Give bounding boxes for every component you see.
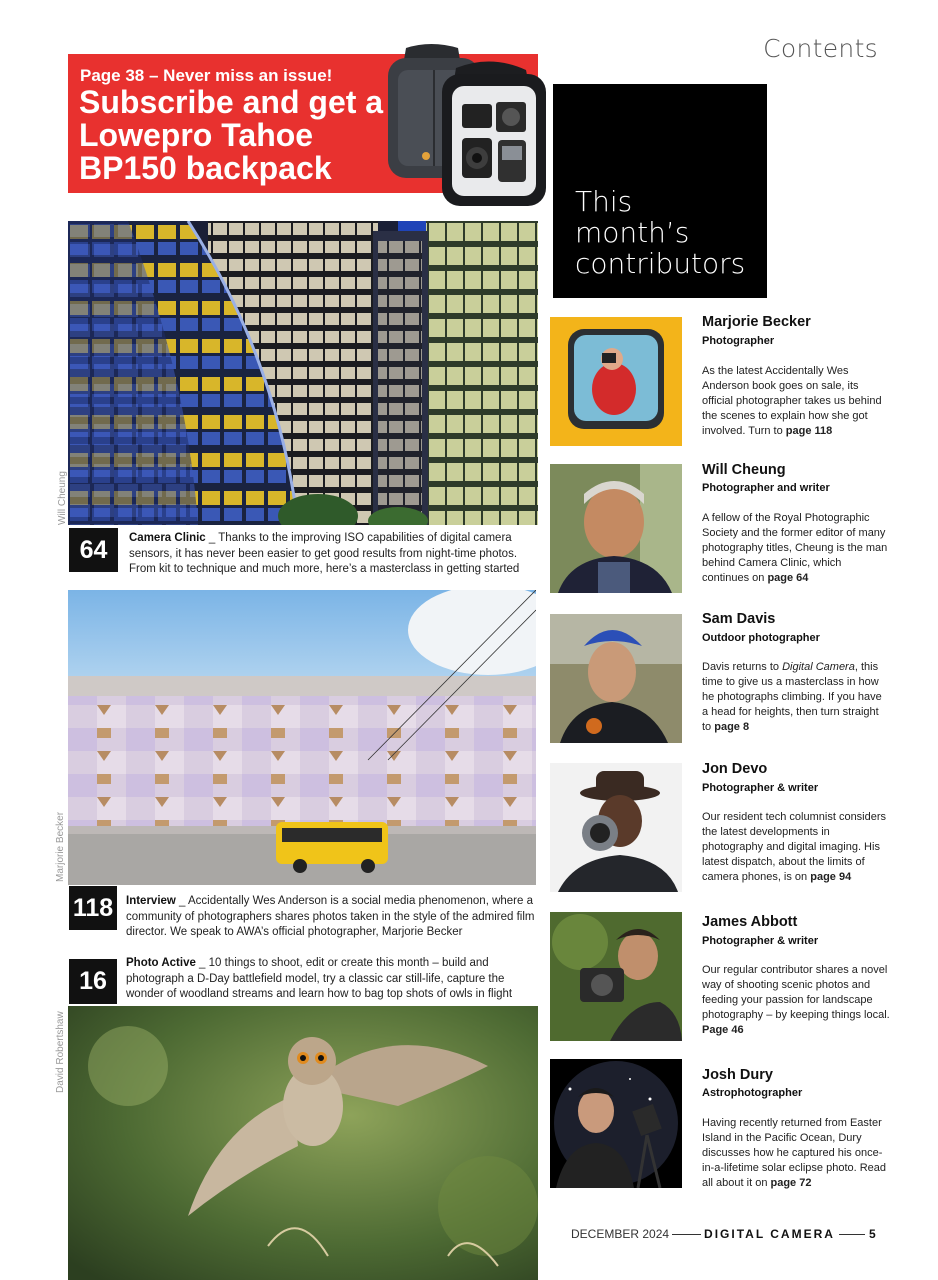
contributor-bio: Our resident tech columnist considers the latest developments in photography and digital imaging. His latest dispatch, about the limits of camera phones, is on page 94 — [702, 811, 887, 883]
night-city-photo — [68, 221, 538, 525]
contributor-role: Photographer & writer — [702, 782, 819, 794]
feature-interview[interactable]: Interview _ Accidentally Wes Anderson is a social media phenomenon, where a community of photographers shares photos taken in the style of the admired film director. We speak to AWA’s official photographer, Marjorie Becker — [126, 895, 535, 938]
page-number: 5 — [868, 1227, 876, 1241]
promo-kicker: Page 38 – Never miss an issue! — [80, 66, 333, 85]
section-title: Contents — [763, 34, 878, 63]
feature-description: 10 things to shoot, edit or create this month – build and photograph a D-Day battlefield model, try a classic car still-life, capture the wonder of woodland streams and learn how to bag top shots of owls in flight — [126, 957, 513, 1000]
page-reference[interactable]: page 94 — [810, 871, 852, 883]
footer-rule — [672, 1234, 701, 1235]
contributor-name: Marjorie Becker — [702, 314, 811, 330]
page-reference[interactable]: page 64 — [767, 572, 809, 584]
contributor-name: Sam Davis — [702, 611, 776, 627]
contributor-portrait — [550, 763, 682, 892]
photo-credit: Will Cheung — [57, 471, 68, 525]
contributor-role: Photographer — [702, 335, 775, 347]
contributor-name: Josh Dury — [702, 1067, 773, 1083]
feature-page-number[interactable]: 64 — [69, 528, 118, 572]
contributor-bio: Davis returns to Digital Camera, this time to give us a masterclass in how he photographs climbing. If you have a head for heights, then turn straight to page 8 — [702, 661, 882, 733]
feature-description: Accidentally Wes Anderson is a social media phenomenon, where a community of photographers shares photos taken in the style of the admired film director. We speak to AWA’s official photographer, Marjorie Becker — [126, 895, 535, 938]
promo-headline: Subscribe and get a Lowepro Tahoe BP150 backpack — [79, 84, 384, 186]
contributor-bio: As the latest Accidentally Wes Anderson book goes on sale, its official photographer takes us behind the scenes to explain how she got involved. Turn to page 118 — [702, 365, 882, 437]
feature-description: Thanks to the improving ISO capabilities of digital camera sensors, it has never been easier to get good results from night-time photos. From kit to technique and much more, here’s a masterclass in getting started — [129, 532, 520, 575]
contributor-bio: A fellow of the Royal Photographic Society and the former editor of many photography titles, Cheung is the man behind Camera Clinic, which continues on page 64 — [702, 512, 888, 584]
footer-rule — [839, 1234, 865, 1235]
contributor-portrait — [550, 912, 682, 1041]
contributor-portrait — [550, 317, 682, 446]
contributors-heading-line: contributors — [575, 247, 746, 280]
feature-title: Interview — [126, 895, 176, 907]
page-reference[interactable]: page 8 — [714, 721, 750, 733]
contributor-name: Will Cheung — [702, 462, 786, 478]
photo-credit: Marjorie Becker — [55, 811, 66, 882]
contributor-name: Jon Devo — [702, 761, 768, 777]
contributors-heading-line: This — [575, 185, 633, 218]
feature-page-number[interactable]: 16 — [69, 959, 117, 1004]
issue-date: DECEMBER 2024 — [571, 1227, 670, 1241]
feature-photo-active[interactable]: Photo Active _ 10 things to shoot, edit or create this month – build and photograph a D-Day battlefield model, try a classic car still-life, capture the wonder of woodland streams and learn how to bag top shots of owls in flight — [126, 957, 513, 1000]
contributors-heading-box — [553, 84, 767, 298]
contributor-portrait — [550, 1059, 682, 1188]
feature-title: Photo Active — [126, 957, 196, 969]
photo-credit: David Robertshaw — [55, 1011, 66, 1093]
contributor-role: Photographer & writer — [702, 935, 819, 947]
contributor-bio: Having recently returned from Easter Island in the Pacific Ocean, Dury discusses how he captured his once-in-a-lifetime solar eclipse photo. Read all about it on page 72 — [702, 1117, 887, 1189]
contributor-portrait — [550, 614, 682, 743]
pastel-building-photo — [68, 590, 536, 885]
contributor-role: Astrophotographer — [702, 1087, 803, 1099]
contributors-heading-line: month’s — [575, 216, 690, 249]
contributor-name: James Abbott — [702, 914, 798, 930]
contributor-bio: Our regular contributor shares a novel way of shooting scenic photos and feeding your passion for landscape photography – by keeping things local. Page 46 — [702, 964, 890, 1036]
page-footer — [571, 1227, 878, 1241]
owl-in-flight-photo — [68, 1006, 538, 1280]
contributor-role: Photographer and writer — [702, 482, 830, 494]
feature-title: Camera Clinic — [129, 532, 206, 544]
feature-camera-clinic[interactable]: Camera Clinic _ Thanks to the improving ISO capabilities of digital camera sensors, it has never been easier to get good results from night-time photos. From kit to technique and much more, here’s a masterclass in getting started — [129, 532, 520, 575]
feature-page-number[interactable]: 118 — [69, 886, 117, 930]
contributor-portrait — [550, 464, 682, 593]
page-reference[interactable]: page 118 — [785, 425, 833, 437]
contributor-role: Outdoor photographer — [702, 632, 820, 644]
page-reference[interactable]: page 72 — [770, 1177, 812, 1189]
magazine-name: DIGITAL CAMERA — [704, 1227, 835, 1241]
backpack-image — [376, 40, 551, 215]
page-reference[interactable]: Page 46 — [702, 1024, 744, 1036]
